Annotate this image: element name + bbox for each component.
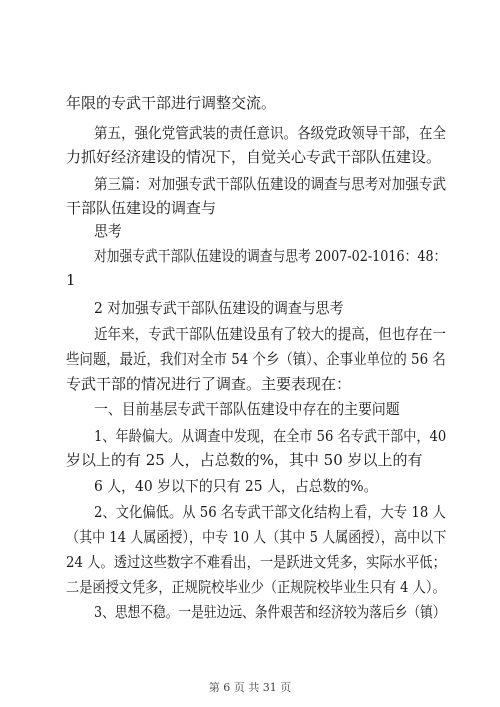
text-line: （其中 14 人属函授），中专 10 人（其中 5 人属函授），高中以下 bbox=[66, 528, 447, 546]
text-line: 6 人，40 岁以下的只有 25 人，占总数的%。 bbox=[94, 477, 378, 495]
text-line: 二是函授文凭多，正规院校毕业少（正规院校毕业生只有 4 人）。 bbox=[66, 578, 446, 596]
text-line: 第五，强化党管武装的责任意识。各级党政领导干部，在全 bbox=[94, 124, 447, 142]
text-line: 1 bbox=[66, 271, 76, 289]
page-number-footer: 第 6 页 共 31 页 bbox=[208, 681, 292, 694]
text-line: 1、年龄偏大。从调查中发现，在全市 56 名专武干部中，40 bbox=[94, 427, 447, 445]
text-line: 第三篇：对加强专武干部队伍建设的调查与思考对加强专武 bbox=[94, 175, 447, 193]
section-heading: 一、目前基层专武干部队伍建设中存在的主要问题 bbox=[94, 400, 400, 418]
text-line: 思考 bbox=[94, 222, 122, 240]
text-line: 近年来，专武干部队伍建设虽有了较大的提高，但也存在一 bbox=[94, 325, 447, 343]
text-line: 专武干部的情况进行了调查。主要表现在： bbox=[66, 375, 352, 393]
text-line: 2、文化偏低。从 56 名专武干部文化结构上看，大专 18 人 bbox=[94, 503, 446, 521]
text-line: 些问题，最近，我们对全市 54 个乡（镇）、企事业单位的 56 名 bbox=[66, 350, 446, 368]
text-line: 岁以上的有 25 人，占总数的%，其中 50 岁以上的有 bbox=[66, 451, 423, 469]
text-line: 干部队伍建设的调查与 bbox=[66, 199, 217, 217]
text-line: 24 人。透过这些数字不难看出，一是跃进文凭多，实际水平低； bbox=[66, 553, 446, 571]
section-heading: 2 对加强专武干部队伍建设的调查与思考 bbox=[94, 299, 344, 317]
text-line: 年限的专武干部进行调整交流。 bbox=[66, 94, 277, 112]
text-line: 对加强专武干部队伍建设的调查与思考 2007-02-1016：48： bbox=[94, 247, 447, 265]
text-line: 力抓好经济建设的情况下，自觉关心专武干部队伍建设。 bbox=[66, 148, 442, 166]
text-line: 3、思想不稳。一是驻边远、条件艰苦和经济较为落后乡（镇） bbox=[94, 603, 446, 621]
